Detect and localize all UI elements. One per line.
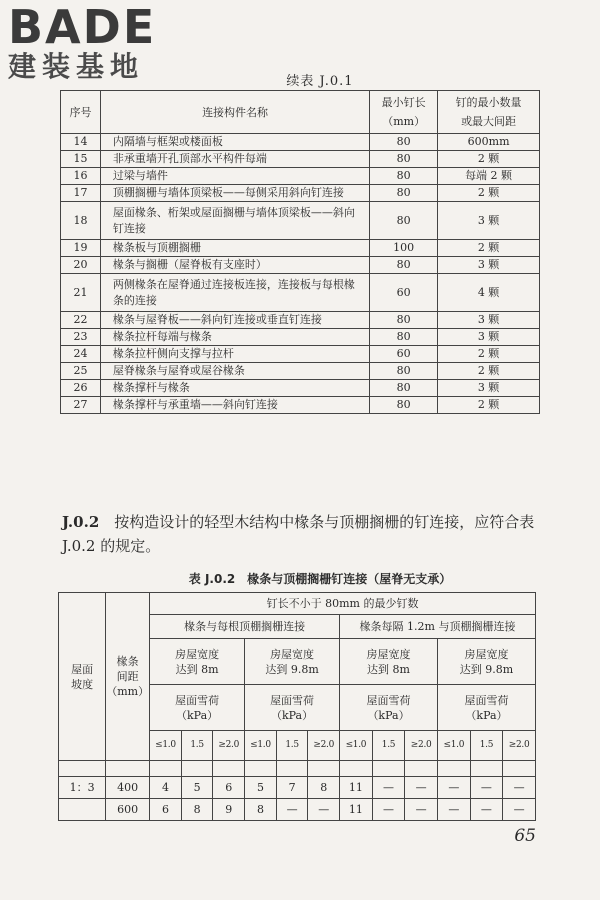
table-row xyxy=(61,312,540,329)
nail-count-cell: 7 xyxy=(276,777,308,799)
gap-cell xyxy=(213,761,245,777)
snow-load-level: 1.5 xyxy=(372,731,405,761)
table-row xyxy=(61,185,540,202)
nail-count-cell: — xyxy=(308,799,340,821)
row-name-cell: 椽条板与顶棚搁栅 xyxy=(100,240,369,257)
nail-count-cell: — xyxy=(503,799,536,821)
row-name-cell: 顶棚搁栅与墙体顶梁板——每侧采用斜向钉连接 xyxy=(100,185,369,202)
nail-count-cell: — xyxy=(405,777,438,799)
nail-count-cell: 5 xyxy=(181,777,213,799)
row-length-cell: 80 xyxy=(370,257,438,274)
gap-cell xyxy=(405,761,438,777)
gap-cell xyxy=(106,761,150,777)
snow-load-header: 屋面雪荷 （kPa） xyxy=(340,685,438,731)
slope-header: 屋面 坡度 xyxy=(59,593,106,761)
table1-caption: 续表 J.0.1 xyxy=(286,74,354,89)
table-row xyxy=(61,363,540,380)
snow-load-level: ≥2.0 xyxy=(503,731,536,761)
nail-count-cell: 9 xyxy=(213,799,245,821)
row-name-cell: 过梁与墙件 xyxy=(100,168,369,185)
group-each-joist: 椽条与每根顶棚搁栅连接 xyxy=(150,615,340,639)
row-no-cell: 15 xyxy=(61,151,101,168)
nail-count-cell: 8 xyxy=(181,799,213,821)
row-name-cell: 椽条与搁栅（屋脊板有支座时） xyxy=(100,257,369,274)
table-row xyxy=(61,380,540,397)
nail-count-cell: 8 xyxy=(245,799,277,821)
nail-count-cell: — xyxy=(437,799,470,821)
row-no-cell: 21 xyxy=(61,274,101,312)
snow-load-header: 屋面雪荷 （kPa） xyxy=(245,685,340,731)
snow-load-header: 屋面雪荷 （kPa） xyxy=(437,685,535,731)
table-row xyxy=(61,134,540,151)
table-row xyxy=(61,257,540,274)
clause-label: J.0.2 xyxy=(62,513,100,531)
row-no-cell: 16 xyxy=(61,168,101,185)
gap-cell xyxy=(181,761,213,777)
gap-cell xyxy=(503,761,536,777)
row-length-cell: 60 xyxy=(370,274,438,312)
table2-caption: 表 J.0.2 椽条与顶棚搁栅钉连接（屋脊无支承） xyxy=(188,572,452,586)
nail-count-cell: 11 xyxy=(340,777,373,799)
row-name-cell: 椽条拉杆侧向支撑与拉杆 xyxy=(100,346,369,363)
row-count-cell: 3 颗 xyxy=(438,380,540,397)
spacing-cell: 400 xyxy=(106,777,150,799)
snow-load-level: ≤1.0 xyxy=(150,731,182,761)
row-length-cell: 80 xyxy=(370,329,438,346)
row-name-cell: 屋脊椽条与屋脊或屋谷椽条 xyxy=(100,363,369,380)
table-row xyxy=(61,329,540,346)
snow-load-level: ≥2.0 xyxy=(308,731,340,761)
row-count-cell: 3 颗 xyxy=(438,329,540,346)
snow-load-level: ≥2.0 xyxy=(213,731,245,761)
row-no-cell: 14 xyxy=(61,134,101,151)
page-number: 65 xyxy=(514,826,536,846)
row-length-cell: 80 xyxy=(370,397,438,414)
gap-cell xyxy=(372,761,405,777)
row-count-cell: 每端 2 颗 xyxy=(438,168,540,185)
clause-j02 xyxy=(62,510,542,558)
nail-count-cell: — xyxy=(405,799,438,821)
table-row xyxy=(59,777,536,799)
row-length-cell: 100 xyxy=(370,240,438,257)
row-count-cell: 2 颗 xyxy=(438,185,540,202)
nail-count-cell: 5 xyxy=(245,777,277,799)
row-length-cell: 60 xyxy=(370,346,438,363)
row-count-cell: 2 颗 xyxy=(438,151,540,168)
spacing-cell: 600 xyxy=(106,799,150,821)
table-row xyxy=(61,151,540,168)
row-no-cell: 17 xyxy=(61,185,101,202)
nail-count-cell: — xyxy=(276,799,308,821)
house-width-8m: 房屋宽度 达到 8m xyxy=(340,639,438,685)
row-no-cell: 26 xyxy=(61,380,101,397)
snow-load-level: ≤1.0 xyxy=(437,731,470,761)
table-row xyxy=(61,168,540,185)
gap-cell xyxy=(150,761,182,777)
gap-cell xyxy=(340,761,373,777)
nail-count-cell: 6 xyxy=(213,777,245,799)
snow-load-header: 屋面雪荷 （kPa） xyxy=(150,685,245,731)
snow-load-level: ≤1.0 xyxy=(340,731,373,761)
gap-cell xyxy=(470,761,503,777)
nail-count-cell: — xyxy=(372,799,405,821)
row-count-cell: 600mm xyxy=(438,134,540,151)
row-count-cell: 2 颗 xyxy=(438,363,540,380)
slope-cell: 1：3 xyxy=(59,777,106,799)
gap-cell xyxy=(308,761,340,777)
row-no-cell: 18 xyxy=(61,202,101,240)
nail-count-cell: — xyxy=(503,777,536,799)
row-no-cell: 22 xyxy=(61,312,101,329)
nail-count-cell: — xyxy=(470,799,503,821)
row-count-cell: 4 颗 xyxy=(438,274,540,312)
nail-count-cell: 11 xyxy=(340,799,373,821)
row-length-cell: 80 xyxy=(370,134,438,151)
header-no: 序号 xyxy=(61,91,101,134)
row-length-cell: 80 xyxy=(370,168,438,185)
row-name-cell: 椽条撑杆与承重墙——斜向钉连接 xyxy=(100,397,369,414)
row-no-cell: 23 xyxy=(61,329,101,346)
snow-load-level: ≥2.0 xyxy=(405,731,438,761)
row-name-cell: 内隔墙与框架或楼面板 xyxy=(100,134,369,151)
row-no-cell: 20 xyxy=(61,257,101,274)
nail-count-cell: 4 xyxy=(150,777,182,799)
row-name-cell: 椽条撑杆与椽条 xyxy=(100,380,369,397)
row-count-cell: 3 颗 xyxy=(438,202,540,240)
row-name-cell: 非承重墙开孔顶部水平构件每端 xyxy=(100,151,369,168)
table-row xyxy=(61,202,540,240)
gap-cell xyxy=(437,761,470,777)
house-width-9-8m: 房屋宽度 达到 9.8m xyxy=(245,639,340,685)
table-row xyxy=(61,274,540,312)
group-every-1-2m: 椽条每隔 1.2m 与顶棚搁栅连接 xyxy=(340,615,536,639)
header-count: 钉的最小数量 或最大间距 xyxy=(438,91,540,134)
clause-text: 按构造设计的轻型木结构中椽条与顶棚搁栅的钉连接，应符合表 J.0.2 的规定。 xyxy=(62,513,535,555)
gap-cell xyxy=(276,761,308,777)
snow-load-level: 1.5 xyxy=(181,731,213,761)
logo-sub-text: 建装基地 xyxy=(8,50,145,83)
row-count-cell: 2 颗 xyxy=(438,240,540,257)
nail-connection-table xyxy=(60,90,540,414)
row-length-cell: 80 xyxy=(370,380,438,397)
row-count-cell: 3 颗 xyxy=(438,312,540,329)
nail-count-cell: 8 xyxy=(308,777,340,799)
slope-cell xyxy=(59,799,106,821)
house-width-9-8m: 房屋宽度 达到 9.8m xyxy=(437,639,535,685)
gap-cell xyxy=(245,761,277,777)
snow-load-level: ≤1.0 xyxy=(245,731,277,761)
table-row xyxy=(61,240,540,257)
table-row xyxy=(61,346,540,363)
nail-count-cell: — xyxy=(437,777,470,799)
header-name: 连接构件名称 xyxy=(100,91,369,134)
row-name-cell: 屋面椽条、桁架或屋面搁栅与墙体顶梁板——斜向钉连接 xyxy=(100,202,369,240)
row-count-cell: 2 颗 xyxy=(438,346,540,363)
nail-count-cell: — xyxy=(372,777,405,799)
nail-count-cell: — xyxy=(470,777,503,799)
snow-load-level: 1.5 xyxy=(276,731,308,761)
row-length-cell: 80 xyxy=(370,363,438,380)
spacing-header: 椽条 间距 （mm） xyxy=(106,593,150,761)
logo-main-text: BADE xyxy=(8,0,157,54)
row-no-cell: 27 xyxy=(61,397,101,414)
row-length-cell: 80 xyxy=(370,185,438,202)
nail-count-cell: 6 xyxy=(150,799,182,821)
house-width-8m: 房屋宽度 达到 8m xyxy=(150,639,245,685)
min-nails-header: 钉长不小于 80mm 的最少钉数 xyxy=(150,593,536,615)
row-name-cell: 两侧椽条在屋脊通过连接板连接，连接板与每根椽条的连接 xyxy=(100,274,369,312)
gap-cell xyxy=(59,761,106,777)
row-length-cell: 80 xyxy=(370,151,438,168)
header-length: 最小钉长 （mm） xyxy=(370,91,438,134)
table-row xyxy=(61,397,540,414)
row-length-cell: 80 xyxy=(370,202,438,240)
snow-load-level: 1.5 xyxy=(470,731,503,761)
row-no-cell: 24 xyxy=(61,346,101,363)
row-name-cell: 椽条与屋脊板——斜向钉连接或垂直钉连接 xyxy=(100,312,369,329)
rafter-joist-table xyxy=(58,592,536,821)
row-no-cell: 25 xyxy=(61,363,101,380)
row-count-cell: 2 颗 xyxy=(438,397,540,414)
row-length-cell: 80 xyxy=(370,312,438,329)
row-name-cell: 椽条拉杆每端与椽条 xyxy=(100,329,369,346)
row-count-cell: 3 颗 xyxy=(438,257,540,274)
table-row xyxy=(59,799,536,821)
row-no-cell: 19 xyxy=(61,240,101,257)
